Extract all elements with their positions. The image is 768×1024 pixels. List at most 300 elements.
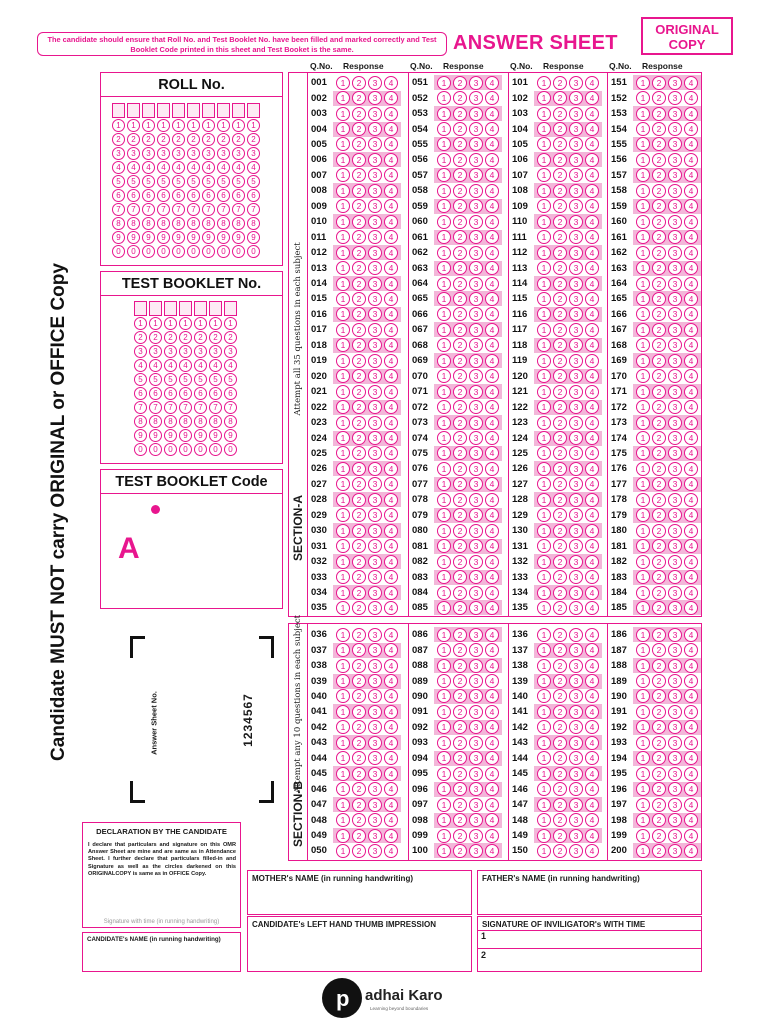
option-bubble[interactable]: 3 <box>469 493 483 507</box>
option-bubble[interactable]: 4 <box>485 462 499 476</box>
option-bubble[interactable]: 3 <box>368 767 382 781</box>
option-bubble[interactable]: 4 <box>684 751 698 765</box>
option-bubble[interactable]: 3 <box>668 601 682 615</box>
option-bubble[interactable]: 3 <box>569 323 583 337</box>
digit-bubble[interactable]: 1 <box>217 119 230 132</box>
option-bubble[interactable]: 4 <box>585 689 599 703</box>
option-bubble[interactable]: 4 <box>684 689 698 703</box>
digit-bubble[interactable]: 5 <box>217 175 230 188</box>
option-bubble[interactable]: 2 <box>453 736 467 750</box>
option-bubble[interactable]: 2 <box>352 705 366 719</box>
option-bubble[interactable]: 3 <box>469 829 483 843</box>
option-bubble[interactable]: 3 <box>368 400 382 414</box>
option-bubble[interactable]: 3 <box>368 431 382 445</box>
digit-bubble[interactable]: 4 <box>232 161 245 174</box>
digit-bubble[interactable]: 2 <box>209 331 222 344</box>
option-bubble[interactable]: 1 <box>336 829 350 843</box>
option-bubble[interactable]: 4 <box>585 400 599 414</box>
option-bubble[interactable]: 3 <box>668 168 682 182</box>
digit-bubble[interactable]: 9 <box>142 231 155 244</box>
option-bubble[interactable]: 4 <box>684 659 698 673</box>
digit-bubble[interactable]: 7 <box>112 203 125 216</box>
option-bubble[interactable]: 2 <box>652 493 666 507</box>
father-name-field[interactable] <box>477 870 702 915</box>
option-bubble[interactable]: 4 <box>485 570 499 584</box>
digit-write-cell[interactable] <box>224 301 237 316</box>
option-bubble[interactable]: 2 <box>553 184 567 198</box>
option-bubble[interactable]: 2 <box>352 829 366 843</box>
option-bubble[interactable]: 3 <box>368 168 382 182</box>
option-bubble[interactable]: 4 <box>485 122 499 136</box>
option-bubble[interactable]: 3 <box>469 689 483 703</box>
digit-bubble[interactable]: 3 <box>194 345 207 358</box>
option-bubble[interactable]: 2 <box>553 767 567 781</box>
option-bubble[interactable]: 3 <box>569 813 583 827</box>
option-bubble[interactable]: 2 <box>553 153 567 167</box>
option-bubble[interactable]: 1 <box>336 736 350 750</box>
option-bubble[interactable]: 2 <box>453 643 467 657</box>
option-bubble[interactable]: 4 <box>585 705 599 719</box>
digit-bubble[interactable]: 2 <box>187 133 200 146</box>
option-bubble[interactable]: 1 <box>636 168 650 182</box>
option-bubble[interactable]: 2 <box>553 246 567 260</box>
option-bubble[interactable]: 4 <box>485 153 499 167</box>
option-bubble[interactable]: 3 <box>668 446 682 460</box>
option-bubble[interactable]: 2 <box>453 215 467 229</box>
option-bubble[interactable]: 1 <box>537 431 551 445</box>
option-bubble[interactable]: 4 <box>684 215 698 229</box>
option-bubble[interactable]: 4 <box>684 601 698 615</box>
option-bubble[interactable]: 4 <box>384 184 398 198</box>
option-bubble[interactable]: 2 <box>352 555 366 569</box>
option-bubble[interactable]: 3 <box>668 477 682 491</box>
option-bubble[interactable]: 1 <box>336 601 350 615</box>
option-bubble[interactable]: 4 <box>684 230 698 244</box>
option-bubble[interactable]: 1 <box>537 215 551 229</box>
digit-bubble[interactable]: 9 <box>247 231 260 244</box>
option-bubble[interactable]: 1 <box>636 431 650 445</box>
option-bubble[interactable]: 2 <box>352 813 366 827</box>
digit-bubble[interactable]: 8 <box>232 217 245 230</box>
digit-bubble[interactable]: 4 <box>202 161 215 174</box>
option-bubble[interactable]: 4 <box>384 446 398 460</box>
option-bubble[interactable]: 4 <box>585 307 599 321</box>
option-bubble[interactable]: 3 <box>368 601 382 615</box>
option-bubble[interactable]: 2 <box>553 199 567 213</box>
option-bubble[interactable]: 3 <box>469 323 483 337</box>
option-bubble[interactable]: 3 <box>469 782 483 796</box>
option-bubble[interactable]: 2 <box>453 277 467 291</box>
option-bubble[interactable]: 1 <box>437 782 451 796</box>
option-bubble[interactable]: 2 <box>453 153 467 167</box>
digit-bubble[interactable]: 8 <box>127 217 140 230</box>
option-bubble[interactable]: 2 <box>453 76 467 90</box>
option-bubble[interactable]: 3 <box>569 493 583 507</box>
option-bubble[interactable]: 1 <box>537 184 551 198</box>
option-bubble[interactable]: 1 <box>537 813 551 827</box>
option-bubble[interactable]: 1 <box>437 153 451 167</box>
option-bubble[interactable]: 1 <box>537 493 551 507</box>
option-bubble[interactable]: 4 <box>684 246 698 260</box>
option-bubble[interactable]: 2 <box>652 292 666 306</box>
option-bubble[interactable]: 3 <box>668 153 682 167</box>
option-bubble[interactable]: 1 <box>537 122 551 136</box>
option-bubble[interactable]: 3 <box>469 813 483 827</box>
option-bubble[interactable]: 1 <box>336 643 350 657</box>
option-bubble[interactable]: 4 <box>585 555 599 569</box>
option-bubble[interactable]: 3 <box>368 277 382 291</box>
option-bubble[interactable]: 2 <box>453 307 467 321</box>
option-bubble[interactable]: 4 <box>384 844 398 858</box>
option-bubble[interactable]: 2 <box>553 751 567 765</box>
option-bubble[interactable]: 3 <box>469 261 483 275</box>
option-bubble[interactable]: 2 <box>553 493 567 507</box>
option-bubble[interactable]: 3 <box>569 91 583 105</box>
option-bubble[interactable]: 2 <box>652 338 666 352</box>
digit-bubble[interactable]: 6 <box>224 387 237 400</box>
option-bubble[interactable]: 2 <box>553 91 567 105</box>
option-bubble[interactable]: 1 <box>636 199 650 213</box>
option-bubble[interactable]: 3 <box>469 462 483 476</box>
option-bubble[interactable]: 2 <box>553 628 567 642</box>
digit-bubble[interactable]: 9 <box>194 429 207 442</box>
option-bubble[interactable]: 2 <box>652 539 666 553</box>
option-bubble[interactable]: 2 <box>652 385 666 399</box>
option-bubble[interactable]: 4 <box>585 215 599 229</box>
digit-bubble[interactable]: 7 <box>134 401 147 414</box>
option-bubble[interactable]: 1 <box>537 674 551 688</box>
option-bubble[interactable]: 2 <box>553 736 567 750</box>
option-bubble[interactable]: 1 <box>537 643 551 657</box>
option-bubble[interactable]: 3 <box>668 277 682 291</box>
option-bubble[interactable]: 1 <box>336 493 350 507</box>
option-bubble[interactable]: 2 <box>652 829 666 843</box>
option-bubble[interactable]: 3 <box>469 446 483 460</box>
digit-bubble[interactable]: 1 <box>127 119 140 132</box>
option-bubble[interactable]: 2 <box>652 323 666 337</box>
option-bubble[interactable]: 2 <box>553 659 567 673</box>
option-bubble[interactable]: 1 <box>537 705 551 719</box>
option-bubble[interactable]: 4 <box>384 508 398 522</box>
option-bubble[interactable]: 3 <box>569 524 583 538</box>
option-bubble[interactable]: 3 <box>569 555 583 569</box>
option-bubble[interactable]: 3 <box>368 137 382 151</box>
option-bubble[interactable]: 2 <box>553 261 567 275</box>
digit-bubble[interactable]: 4 <box>172 161 185 174</box>
option-bubble[interactable]: 4 <box>684 168 698 182</box>
option-bubble[interactable]: 1 <box>437 307 451 321</box>
digit-bubble[interactable]: 0 <box>217 245 230 258</box>
option-bubble[interactable]: 4 <box>684 338 698 352</box>
digit-bubble[interactable]: 2 <box>134 331 147 344</box>
option-bubble[interactable]: 1 <box>336 570 350 584</box>
option-bubble[interactable]: 3 <box>368 76 382 90</box>
option-bubble[interactable]: 2 <box>453 199 467 213</box>
option-bubble[interactable]: 2 <box>352 76 366 90</box>
digit-write-cell[interactable] <box>172 103 185 118</box>
digit-bubble[interactable]: 6 <box>127 189 140 202</box>
option-bubble[interactable]: 3 <box>668 782 682 796</box>
option-bubble[interactable]: 2 <box>352 736 366 750</box>
option-bubble[interactable]: 4 <box>585 261 599 275</box>
digit-bubble[interactable]: 1 <box>194 317 207 330</box>
signature-hint[interactable]: Signature with time (in running handwriting) <box>103 919 220 925</box>
option-bubble[interactable]: 3 <box>569 628 583 642</box>
option-bubble[interactable]: 2 <box>352 767 366 781</box>
option-bubble[interactable]: 4 <box>684 137 698 151</box>
option-bubble[interactable]: 1 <box>537 199 551 213</box>
option-bubble[interactable]: 1 <box>636 813 650 827</box>
option-bubble[interactable]: 4 <box>384 555 398 569</box>
option-bubble[interactable]: 2 <box>352 416 366 430</box>
option-bubble[interactable]: 3 <box>668 215 682 229</box>
option-bubble[interactable]: 2 <box>453 184 467 198</box>
option-bubble[interactable]: 4 <box>684 416 698 430</box>
option-bubble[interactable]: 1 <box>537 385 551 399</box>
digit-bubble[interactable]: 7 <box>194 401 207 414</box>
option-bubble[interactable]: 2 <box>453 122 467 136</box>
option-bubble[interactable]: 3 <box>668 137 682 151</box>
option-bubble[interactable]: 1 <box>437 277 451 291</box>
option-bubble[interactable]: 2 <box>553 705 567 719</box>
option-bubble[interactable]: 2 <box>553 137 567 151</box>
option-bubble[interactable]: 1 <box>636 720 650 734</box>
option-bubble[interactable]: 1 <box>636 184 650 198</box>
digit-bubble[interactable]: 0 <box>202 245 215 258</box>
option-bubble[interactable]: 3 <box>668 705 682 719</box>
option-bubble[interactable]: 2 <box>553 215 567 229</box>
option-bubble[interactable]: 3 <box>668 643 682 657</box>
digit-bubble[interactable]: 5 <box>209 373 222 386</box>
option-bubble[interactable]: 4 <box>485 416 499 430</box>
option-bubble[interactable]: 3 <box>469 153 483 167</box>
option-bubble[interactable]: 2 <box>352 539 366 553</box>
option-bubble[interactable]: 4 <box>485 292 499 306</box>
option-bubble[interactable]: 2 <box>553 674 567 688</box>
digit-bubble[interactable]: 1 <box>157 119 170 132</box>
option-bubble[interactable]: 3 <box>668 736 682 750</box>
digit-bubble[interactable]: 3 <box>247 147 260 160</box>
option-bubble[interactable]: 2 <box>453 91 467 105</box>
option-bubble[interactable]: 2 <box>453 323 467 337</box>
option-bubble[interactable]: 2 <box>453 705 467 719</box>
digit-bubble[interactable]: 6 <box>179 387 192 400</box>
option-bubble[interactable]: 2 <box>553 689 567 703</box>
digit-bubble[interactable]: 4 <box>217 161 230 174</box>
option-bubble[interactable]: 1 <box>437 720 451 734</box>
option-bubble[interactable]: 4 <box>684 570 698 584</box>
option-bubble[interactable]: 4 <box>485 524 499 538</box>
option-bubble[interactable]: 3 <box>368 261 382 275</box>
option-bubble[interactable]: 2 <box>352 782 366 796</box>
option-bubble[interactable]: 1 <box>437 829 451 843</box>
option-bubble[interactable]: 4 <box>485 215 499 229</box>
option-bubble[interactable]: 4 <box>384 736 398 750</box>
option-bubble[interactable]: 4 <box>585 570 599 584</box>
option-bubble[interactable]: 3 <box>569 643 583 657</box>
option-bubble[interactable]: 4 <box>485 539 499 553</box>
option-bubble[interactable]: 1 <box>336 767 350 781</box>
option-bubble[interactable]: 4 <box>384 338 398 352</box>
digit-bubble[interactable]: 7 <box>127 203 140 216</box>
option-bubble[interactable]: 3 <box>368 586 382 600</box>
option-bubble[interactable]: 4 <box>485 246 499 260</box>
digit-bubble[interactable]: 5 <box>224 373 237 386</box>
option-bubble[interactable]: 3 <box>569 477 583 491</box>
digit-bubble[interactable]: 6 <box>112 189 125 202</box>
option-bubble[interactable]: 4 <box>585 385 599 399</box>
option-bubble[interactable]: 1 <box>336 689 350 703</box>
mother-name-field[interactable] <box>247 870 472 915</box>
option-bubble[interactable]: 3 <box>569 230 583 244</box>
option-bubble[interactable]: 1 <box>336 659 350 673</box>
option-bubble[interactable]: 3 <box>569 369 583 383</box>
option-bubble[interactable]: 1 <box>336 446 350 460</box>
option-bubble[interactable]: 4 <box>585 76 599 90</box>
option-bubble[interactable]: 1 <box>437 643 451 657</box>
option-bubble[interactable]: 2 <box>352 338 366 352</box>
option-bubble[interactable]: 1 <box>537 107 551 121</box>
option-bubble[interactable]: 3 <box>569 122 583 136</box>
option-bubble[interactable]: 3 <box>368 720 382 734</box>
option-bubble[interactable]: 1 <box>437 215 451 229</box>
digit-bubble[interactable]: 8 <box>149 415 162 428</box>
option-bubble[interactable]: 4 <box>384 168 398 182</box>
option-bubble[interactable]: 3 <box>569 277 583 291</box>
option-bubble[interactable]: 4 <box>384 215 398 229</box>
digit-bubble[interactable]: 4 <box>157 161 170 174</box>
option-bubble[interactable]: 3 <box>569 659 583 673</box>
digit-bubble[interactable]: 6 <box>157 189 170 202</box>
option-bubble[interactable]: 4 <box>585 323 599 337</box>
option-bubble[interactable]: 3 <box>469 508 483 522</box>
option-bubble[interactable]: 1 <box>636 674 650 688</box>
option-bubble[interactable]: 1 <box>636 844 650 858</box>
option-bubble[interactable]: 2 <box>352 462 366 476</box>
option-bubble[interactable]: 2 <box>652 261 666 275</box>
digit-bubble[interactable]: 7 <box>247 203 260 216</box>
option-bubble[interactable]: 4 <box>585 674 599 688</box>
option-bubble[interactable]: 2 <box>352 230 366 244</box>
option-bubble[interactable]: 3 <box>368 369 382 383</box>
option-bubble[interactable]: 4 <box>384 292 398 306</box>
option-bubble[interactable]: 4 <box>485 168 499 182</box>
option-bubble[interactable]: 2 <box>453 369 467 383</box>
option-bubble[interactable]: 4 <box>384 137 398 151</box>
option-bubble[interactable]: 2 <box>453 720 467 734</box>
option-bubble[interactable]: 2 <box>652 477 666 491</box>
option-bubble[interactable]: 2 <box>652 76 666 90</box>
option-bubble[interactable]: 3 <box>368 184 382 198</box>
option-bubble[interactable]: 4 <box>684 323 698 337</box>
option-bubble[interactable]: 1 <box>437 385 451 399</box>
digit-bubble[interactable]: 7 <box>157 203 170 216</box>
option-bubble[interactable]: 2 <box>553 338 567 352</box>
option-bubble[interactable]: 4 <box>384 720 398 734</box>
option-bubble[interactable]: 3 <box>469 292 483 306</box>
option-bubble[interactable]: 2 <box>553 508 567 522</box>
digit-bubble[interactable]: 5 <box>142 175 155 188</box>
option-bubble[interactable]: 4 <box>384 586 398 600</box>
option-bubble[interactable]: 1 <box>336 628 350 642</box>
option-bubble[interactable]: 4 <box>485 137 499 151</box>
option-bubble[interactable]: 3 <box>668 230 682 244</box>
option-bubble[interactable]: 4 <box>684 829 698 843</box>
option-bubble[interactable]: 3 <box>469 199 483 213</box>
option-bubble[interactable]: 4 <box>384 153 398 167</box>
option-bubble[interactable]: 2 <box>652 643 666 657</box>
option-bubble[interactable]: 3 <box>668 844 682 858</box>
option-bubble[interactable]: 2 <box>352 720 366 734</box>
option-bubble[interactable]: 4 <box>384 539 398 553</box>
option-bubble[interactable]: 4 <box>485 586 499 600</box>
option-bubble[interactable]: 1 <box>437 261 451 275</box>
option-bubble[interactable]: 4 <box>585 199 599 213</box>
option-bubble[interactable]: 3 <box>569 76 583 90</box>
option-bubble[interactable]: 1 <box>437 184 451 198</box>
option-bubble[interactable]: 2 <box>652 659 666 673</box>
option-bubble[interactable]: 2 <box>652 736 666 750</box>
option-bubble[interactable]: 3 <box>569 705 583 719</box>
option-bubble[interactable]: 1 <box>336 705 350 719</box>
option-bubble[interactable]: 4 <box>684 307 698 321</box>
digit-write-cell[interactable] <box>179 301 192 316</box>
option-bubble[interactable]: 4 <box>485 720 499 734</box>
option-bubble[interactable]: 1 <box>636 292 650 306</box>
option-bubble[interactable]: 2 <box>652 184 666 198</box>
option-bubble[interactable]: 1 <box>437 813 451 827</box>
digit-bubble[interactable]: 0 <box>149 443 162 456</box>
digit-bubble[interactable]: 3 <box>142 147 155 160</box>
digit-bubble[interactable]: 8 <box>112 217 125 230</box>
option-bubble[interactable]: 1 <box>437 400 451 414</box>
option-bubble[interactable]: 3 <box>368 215 382 229</box>
digit-bubble[interactable]: 6 <box>149 387 162 400</box>
option-bubble[interactable]: 4 <box>384 705 398 719</box>
option-bubble[interactable]: 3 <box>569 261 583 275</box>
option-bubble[interactable]: 4 <box>684 720 698 734</box>
digit-bubble[interactable]: 3 <box>127 147 140 160</box>
option-bubble[interactable]: 1 <box>336 369 350 383</box>
option-bubble[interactable]: 3 <box>668 751 682 765</box>
option-bubble[interactable]: 3 <box>668 524 682 538</box>
option-bubble[interactable]: 4 <box>585 277 599 291</box>
option-bubble[interactable]: 4 <box>585 720 599 734</box>
option-bubble[interactable]: 2 <box>553 446 567 460</box>
option-bubble[interactable]: 3 <box>469 643 483 657</box>
option-bubble[interactable]: 2 <box>652 555 666 569</box>
option-bubble[interactable]: 1 <box>636 277 650 291</box>
option-bubble[interactable]: 2 <box>553 168 567 182</box>
option-bubble[interactable]: 4 <box>585 292 599 306</box>
digit-write-cell[interactable] <box>149 301 162 316</box>
option-bubble[interactable]: 1 <box>537 555 551 569</box>
option-bubble[interactable]: 2 <box>553 369 567 383</box>
option-bubble[interactable]: 3 <box>668 338 682 352</box>
option-bubble[interactable]: 2 <box>553 643 567 657</box>
option-bubble[interactable]: 3 <box>368 153 382 167</box>
option-bubble[interactable]: 1 <box>336 524 350 538</box>
option-bubble[interactable]: 1 <box>636 446 650 460</box>
option-bubble[interactable]: 1 <box>537 338 551 352</box>
digit-bubble[interactable]: 9 <box>112 231 125 244</box>
option-bubble[interactable]: 2 <box>553 416 567 430</box>
option-bubble[interactable]: 1 <box>537 400 551 414</box>
digit-bubble[interactable]: 2 <box>149 331 162 344</box>
option-bubble[interactable]: 2 <box>453 813 467 827</box>
option-bubble[interactable]: 1 <box>636 767 650 781</box>
option-bubble[interactable]: 2 <box>453 230 467 244</box>
